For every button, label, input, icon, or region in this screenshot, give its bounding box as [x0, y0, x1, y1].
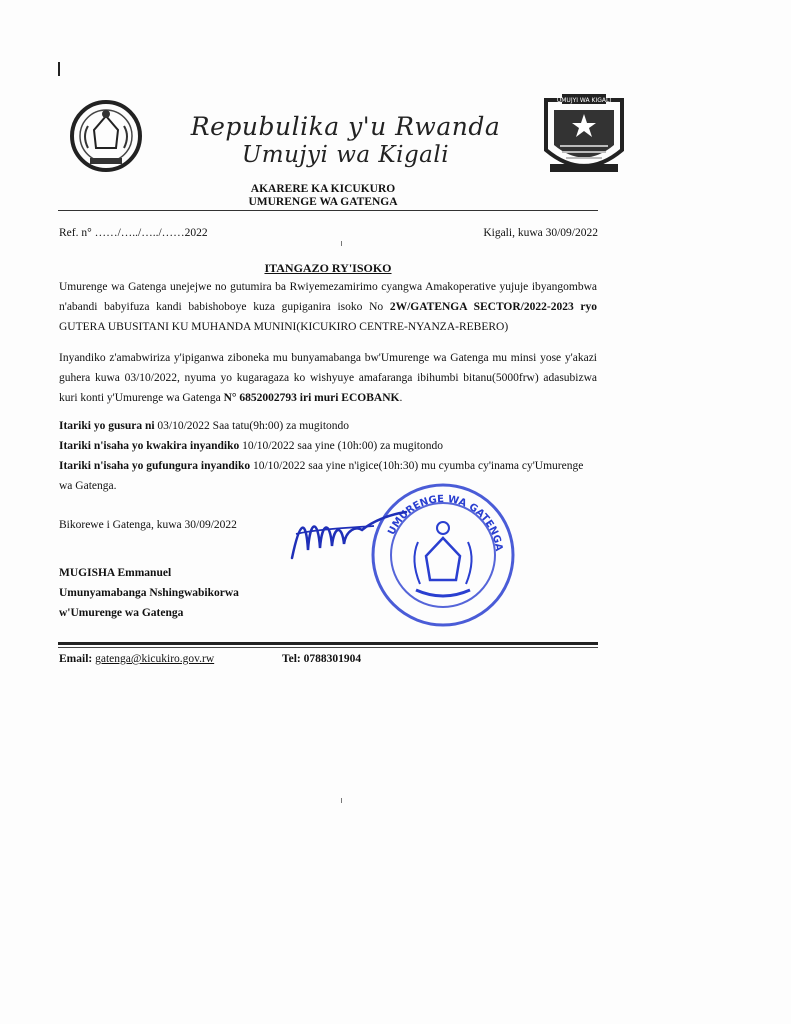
- opening-label: Itariki n'isaha yo gufungura inyandiko: [59, 460, 251, 472]
- submission-deadline: [59, 436, 443, 456]
- p1-text-b: GUTERA UBUSITANI KU MUHANDA MUNINI(KICUKIRO CENTRE-NYANZA-REBERO): [59, 321, 509, 333]
- submission-label: Itariki n'isaha yo kwakira inyandiko: [59, 440, 240, 452]
- submission-value: 10/10/2022 saa yine (10h:00) za mugitondo: [239, 440, 444, 452]
- margin-mark: [58, 62, 60, 76]
- header-divider: [58, 210, 598, 211]
- visit-value: 03/10/2022 Saa tatu(9h:00) za mugitondo: [154, 420, 350, 432]
- email-link[interactable]: gatenga@kicukiro.gov.rw: [95, 653, 215, 665]
- stamp-text: UMURENGE WA GATENGA: [386, 493, 504, 552]
- footer-divider-thick: [58, 642, 598, 645]
- opening-value: 10/10/2022 saa yine n'igice(10h:30) mu cyumba cy'inama cy'Umurenge wa Gatenga.: [59, 460, 584, 492]
- emblem-banner-text: UMUJYI WA KIGALI: [556, 97, 612, 104]
- district-line: AKARERE KA KICUKURO: [250, 183, 396, 195]
- notice-paragraph-1: [59, 277, 597, 337]
- signer-title-1: Umunyamabanga Nshingwabikorwa: [59, 587, 239, 599]
- notice-title: ITANGAZO RY'ISOKO: [264, 261, 392, 275]
- country-title: Repubulika y'u Rwanda: [190, 112, 501, 141]
- signer-block: [59, 563, 239, 623]
- district-name: [190, 183, 456, 209]
- document-date: Kigali, kuwa 30/09/2022: [483, 227, 598, 239]
- signer-name: MUGISHA Emmanuel: [59, 567, 172, 579]
- p2-text-a: Inyandiko z'amabwiriza y'ipiganwa ziboneka mu bunyamabanga bw'Umurenge wa Gatenga mu minsi yose y'akazi guhera kuwa 03/10/2022, nyuma yo kugaragaza ko wishyuye amafaranga ibihumbi bitanu(5000frw) adasubizwa kuri konti y'Umurenge wa Gatenga: [59, 352, 597, 404]
- p2-account: N° 6852002793 iri muri ECOBANK: [223, 392, 400, 404]
- p1-text-a: Umurenge wa Gatenga unejejwe no gutumira ba Rwiyemezamirimo cyangwa Amakoperative yujuje ibyangombwa n'abandi babyifuza kandi babishoboye kuza gupiganira isoko No: [59, 281, 597, 313]
- footer-email: [59, 653, 214, 665]
- email-label: Email:: [59, 653, 96, 665]
- p1-tender-number: 2W/GATENGA SECTOR/2022-2023 ryo: [389, 301, 597, 313]
- scan-speck: [341, 798, 342, 803]
- place-date: Bikorewe i Gatenga, kuwa 30/09/2022: [59, 519, 237, 531]
- p2-text-b: .: [399, 392, 403, 404]
- footer-phone: Tel: 0788301904: [282, 653, 362, 665]
- sector-line: UMURENGE WA GATENGA: [248, 196, 398, 208]
- kigali-city-emblem-icon: [532, 90, 636, 180]
- visit-deadline: [59, 416, 349, 436]
- reference-number: Ref. n° ……/…../…../……2022: [59, 227, 208, 239]
- footer-divider-thin: [58, 647, 598, 648]
- signer-title-2: w'Umurenge wa Gatenga: [59, 607, 184, 619]
- notice-paragraph-2: [59, 348, 597, 408]
- scan-speck: [341, 241, 342, 246]
- handwritten-signature-icon: [282, 500, 412, 570]
- city-title: Umujyi wa Kigali: [241, 142, 450, 168]
- visit-label: Itariki yo gusura ni: [59, 420, 155, 432]
